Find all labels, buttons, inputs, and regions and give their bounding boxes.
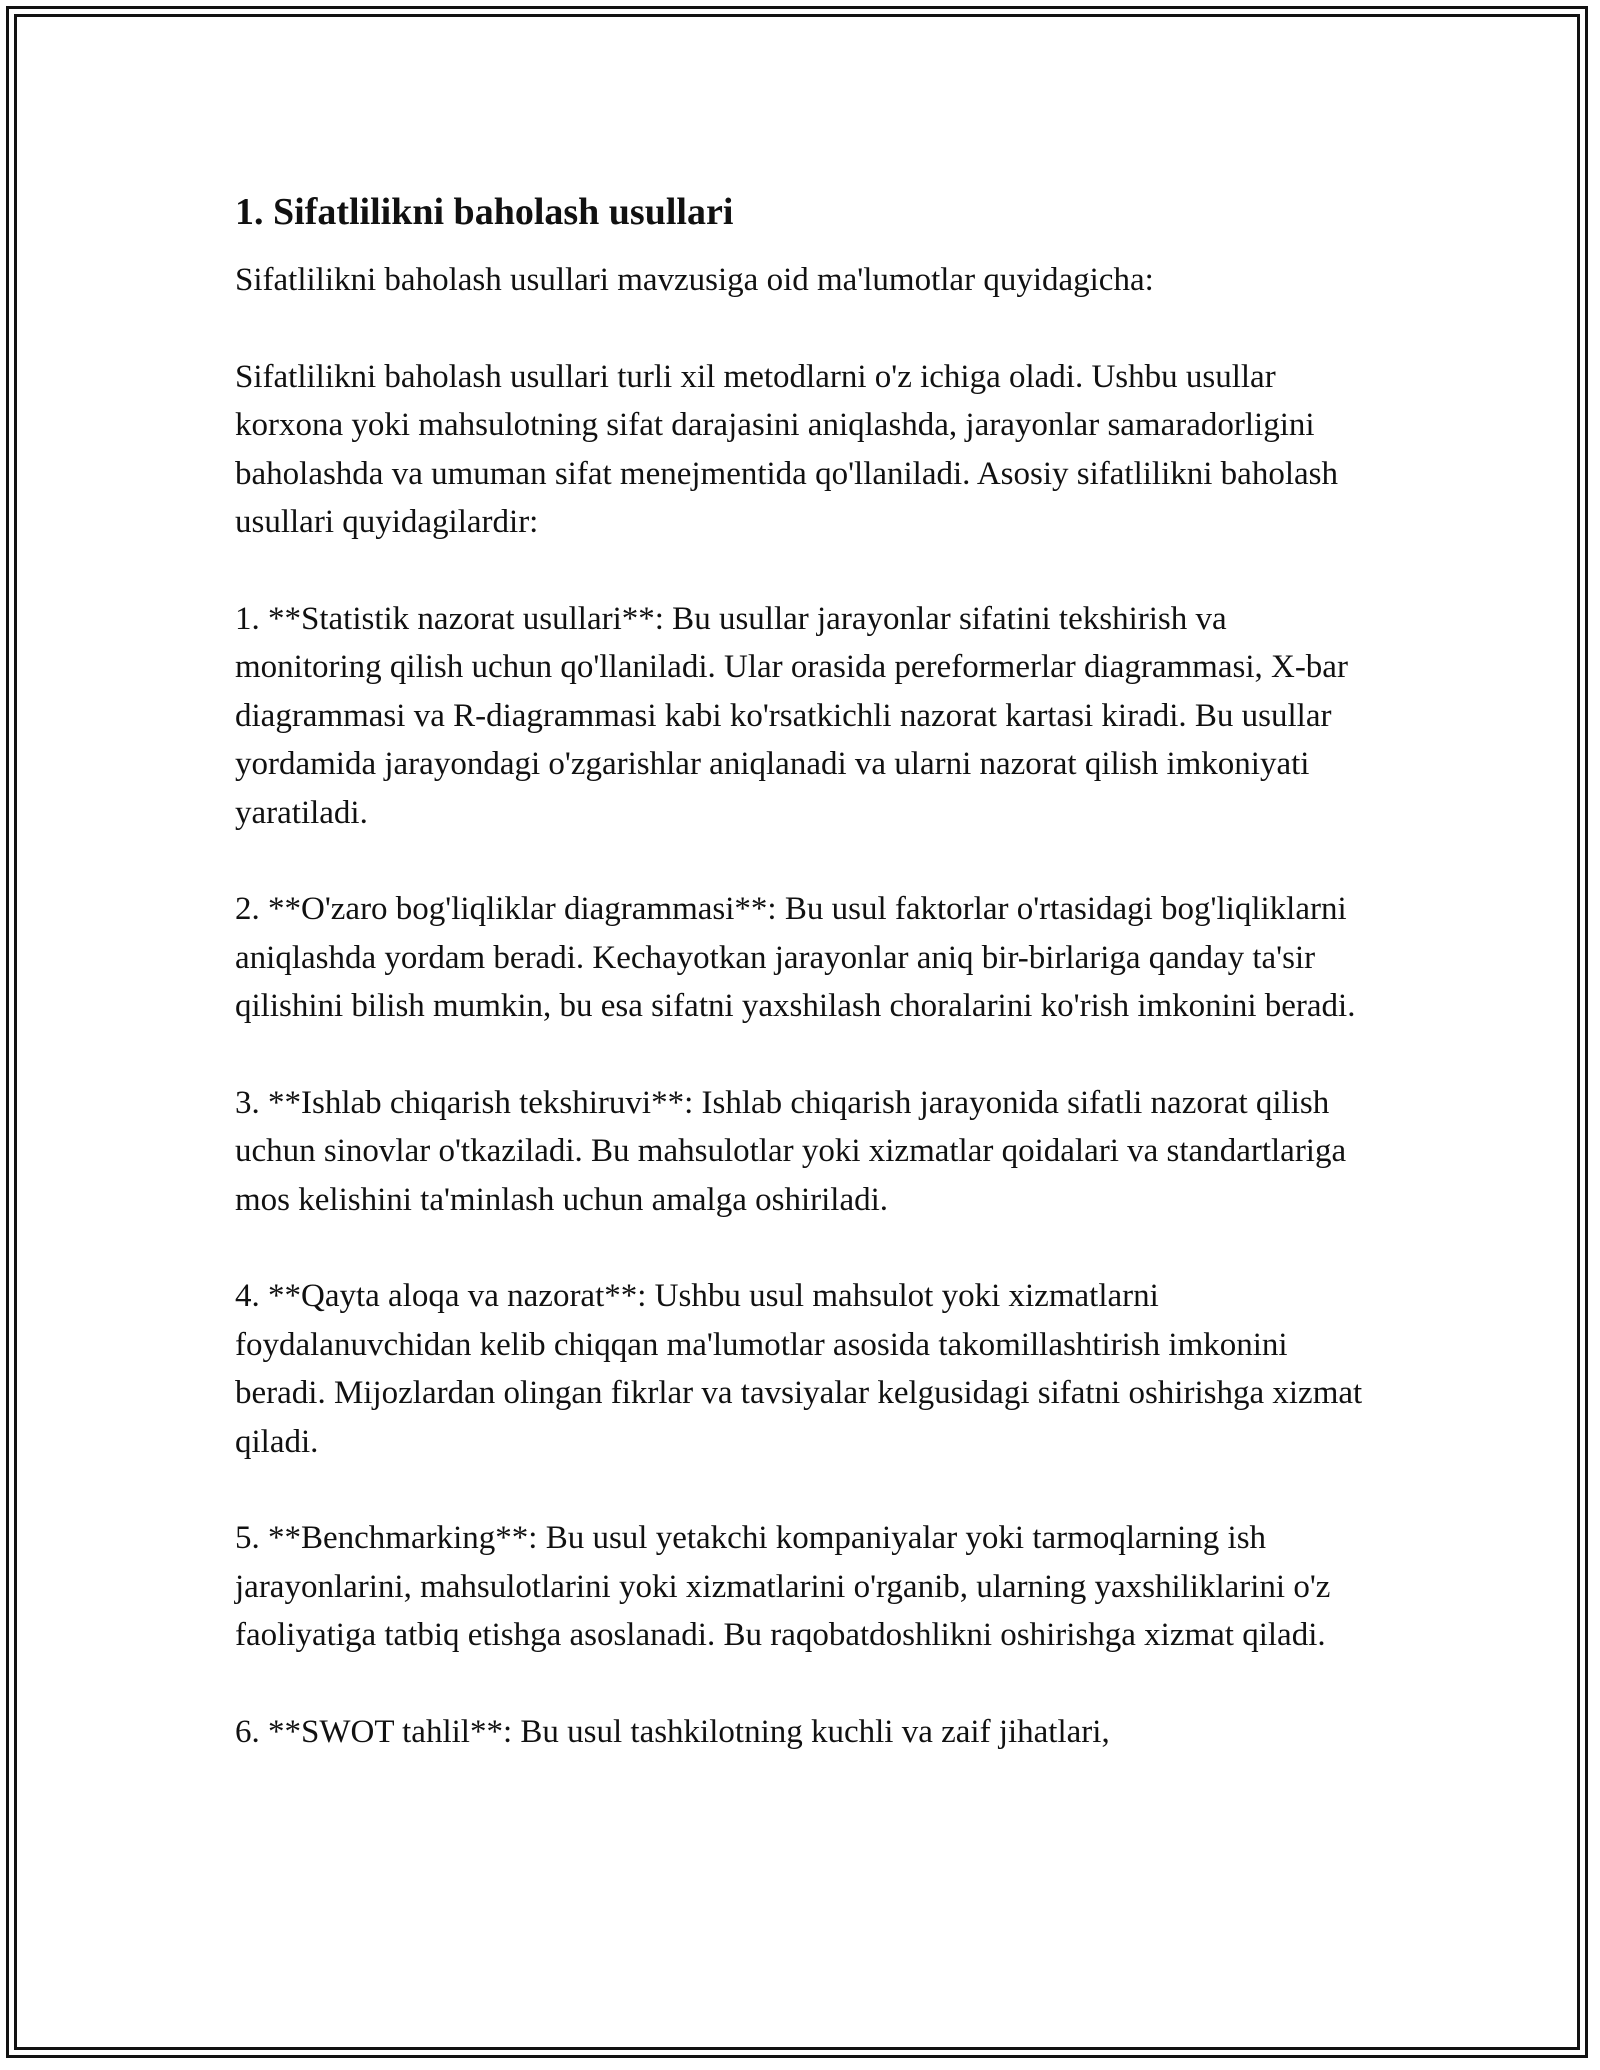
- section-heading: 1. Sifatlilikni baholash usullari: [235, 191, 734, 233]
- method-relationship-diagram: 2. **O'zaro bog'liqliklar diagrammasi**: Bu usul faktorlar o'rtasidagi bog'liqliklarni aniqlashda yordam beradi. Kechayotkan jarayonlar aniq bir-birlariga qanday ta'sir qilishini bilish mumkin, bu esa sifatni yaxshilash choralarini ko'rish imkonini beradi.: [235, 891, 1356, 1024]
- intro-paragraph: Sifatlilikni baholash usullari mavzusiga oid ma'lumotlar quyidagicha:: [235, 262, 1154, 298]
- method-feedback-control: 4. **Qayta aloqa va nazorat**: Ushbu usul mahsulot yoki xizmatlarni foydalanuvchidan kelib chiqqan ma'lumotlar asosida takomillashtirish imkonini beradi. Mijozlardan olingan fikrlar va tavsiyalar kelgusidagi sifatni oshirishga xizmat qiladi.: [235, 1278, 1363, 1460]
- method-statistical-control: 1. **Statistik nazorat usullari**: Bu usullar jarayonlar sifatini tekshirish va monitoring qilish uchun qo'llaniladi. Ular orasida pereformerlar diagrammasi, X-bar diagrammasi va R-diagrammasi kabi ko'rsatkichli nazorat kartasi kiradi. Bu usullar yordamida jarayondagi o'zgarishlar aniqlanadi va ularni nazorat qilish imkoniyati yaratiladi.: [235, 600, 1348, 831]
- method-benchmarking: 5. **Benchmarking**: Bu usul yetakchi kompaniyalar yoki tarmoqlarning ish jarayonlarini, mahsulotlarini yoki xizmatlarini o'rganib, ularning yaxshiliklarini o'z faoliyatiga tatbiq etishga asoslanadi. Bu raqobatdoshlikni oshirishga xizmat qiladi.: [235, 1520, 1331, 1653]
- overview-paragraph: Sifatlilikni baholash usullari turli xil metodlarni o'z ichiga oladi. Ushbu usullar korxona yoki mahsulotning sifat darajasini aniqlashda, jarayonlar samaradorligini baholashda va umuman sifat menejmentida qo'llaniladi. Asosiy sifatlilikni baholash usullari quyidagilardir:: [235, 358, 1338, 540]
- method-production-inspection: 3. **Ishlab chiqarish tekshiruvi**: Ishlab chiqarish jarayonida sifatli nazorat qilish uchun sinovlar o'tkaziladi. Bu mahsulotlar yoki xizmatlar qoidalari va standartlariga mos kelishini ta'minlash uchun amalga oshiriladi.: [235, 1084, 1347, 1218]
- method-swot: 6. **SWOT tahlil**: Bu usul tashkilotning kuchli va zaif jihatlari,: [235, 1713, 1110, 1750]
- document-body: [235, 188, 1375, 1804]
